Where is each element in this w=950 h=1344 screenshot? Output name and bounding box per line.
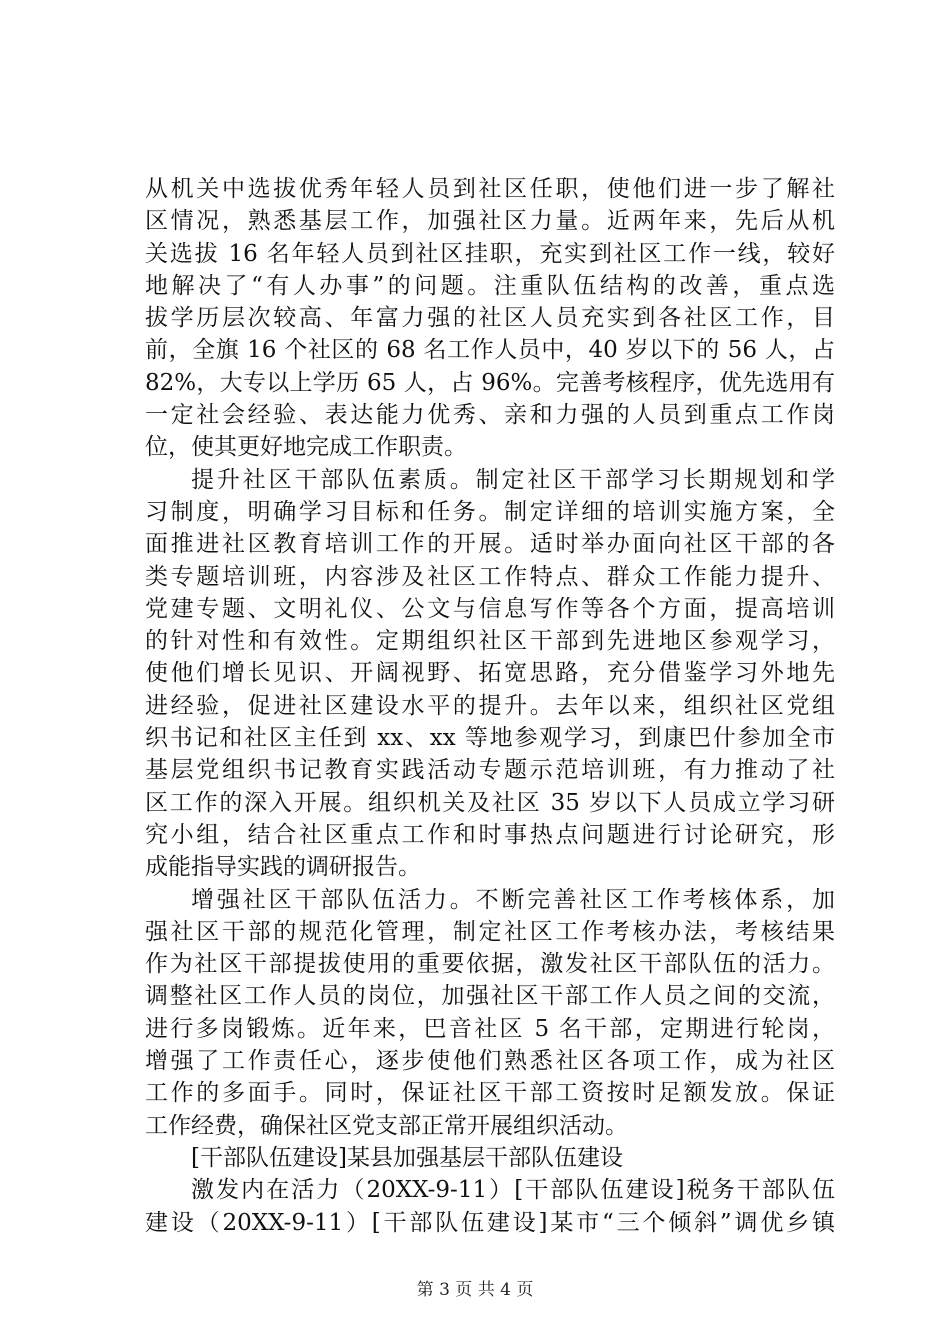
text-line: 位，使其更好地完成工作职责。: [145, 434, 467, 461]
text-line: 织书记和社区主任到 xx、xx 等地参观学习，到康巴什参加全市: [145, 725, 835, 752]
text-line: 增强了工作责任心，逐步使他们熟悉社区各项工作，成为社区: [145, 1048, 835, 1075]
text-line: 调整社区工作人员的岗位，加强社区干部工作人员之间的交流，: [145, 983, 835, 1010]
text-line: 关选拔 16 名年轻人员到社区挂职，充实到社区工作一线，较好: [145, 240, 835, 267]
text-line: 强社区干部的规范化管理，制定社区工作考核办法，考核结果: [145, 918, 835, 945]
text-line: 提升社区干部队伍素质。制定社区干部学习长期规划和学: [191, 466, 835, 493]
text-line: 激发内在活力（20XX-9-11）[干部队伍建设]税务干部队伍: [191, 1177, 835, 1204]
text-line: 区工作的深入开展。组织机关及社区 35 岁以下人员成立学习研: [145, 789, 835, 816]
text-line: 工作经费，确保社区党支部正常开展组织活动。: [145, 1112, 628, 1139]
document-body: [145, 173, 835, 1239]
text-line: 习制度，明确学习目标和任务。制定详细的培训实施方案，全: [145, 498, 835, 525]
text-line: 使他们增长见识、开阔视野、拓宽思路，充分借鉴学习外地先: [145, 660, 835, 687]
page-footer: 第 3 页 共 4 页: [416, 1280, 534, 1300]
text-line: 建设（20XX-9-11）[干部队伍建设]某市“三个倾斜”调优乡镇: [145, 1209, 835, 1236]
text-line: 成能指导实践的调研报告。: [145, 854, 421, 881]
text-line: 从机关中选拔优秀年轻人员到社区任职，使他们进一步了解社: [145, 176, 835, 202]
text-line: 作为社区干部提拔使用的重要依据，激发社区干部队伍的活力。: [145, 951, 835, 978]
text-line: 究小组，结合社区重点工作和时事热点问题进行讨论研究，形: [145, 821, 835, 848]
text-line: 工作的多面手。同时，保证社区干部工资按时足额发放。保证: [145, 1080, 835, 1107]
text-line: 区情况，熟悉基层工作，加强社区力量。近两年来，先后从机: [145, 208, 835, 235]
text-line: 前，全旗 16 个社区的 68 名工作人员中，40 岁以下的 56 人，占: [145, 337, 835, 364]
text-line: 进行多岗锻炼。近年来，巴音社区 5 名干部，定期进行轮岗，: [145, 1015, 835, 1042]
text-line: 的针对性和有效性。定期组织社区干部到先进地区参观学习，: [145, 628, 835, 655]
text-line: 类专题培训班，内容涉及社区工作特点、群众工作能力提升、: [145, 563, 835, 590]
text-line: [干部队伍建设]某县加强基层干部队伍建设: [191, 1144, 623, 1171]
text-line: 一定社会经验、表达能力优秀、亲和力强的人员到重点工作岗: [145, 402, 835, 429]
text-line: 进经验，促进社区建设水平的提升。去年以来，组织社区党组: [145, 692, 835, 719]
text-line: 增强社区干部队伍活力。不断完善社区工作考核体系，加: [191, 886, 835, 913]
text-line: 面推进社区教育培训工作的开展。适时举办面向社区干部的各: [145, 531, 835, 558]
text-line: 党建专题、文明礼仪、公文与信息写作等各个方面，提高培训: [145, 595, 835, 622]
text-line: 地解决了“有人办事”的问题。注重队伍结构的改善，重点选: [145, 272, 835, 299]
text-line: 拔学历层次较高、年富力强的社区人员充实到各社区工作，目: [145, 305, 835, 332]
text-line: 82%，大专以上学历 65 人，占 96%。完善考核程序，优先选用有: [145, 369, 835, 396]
text-line: 基层党组织书记教育实践活动专题示范培训班，有力推动了社: [145, 757, 835, 784]
